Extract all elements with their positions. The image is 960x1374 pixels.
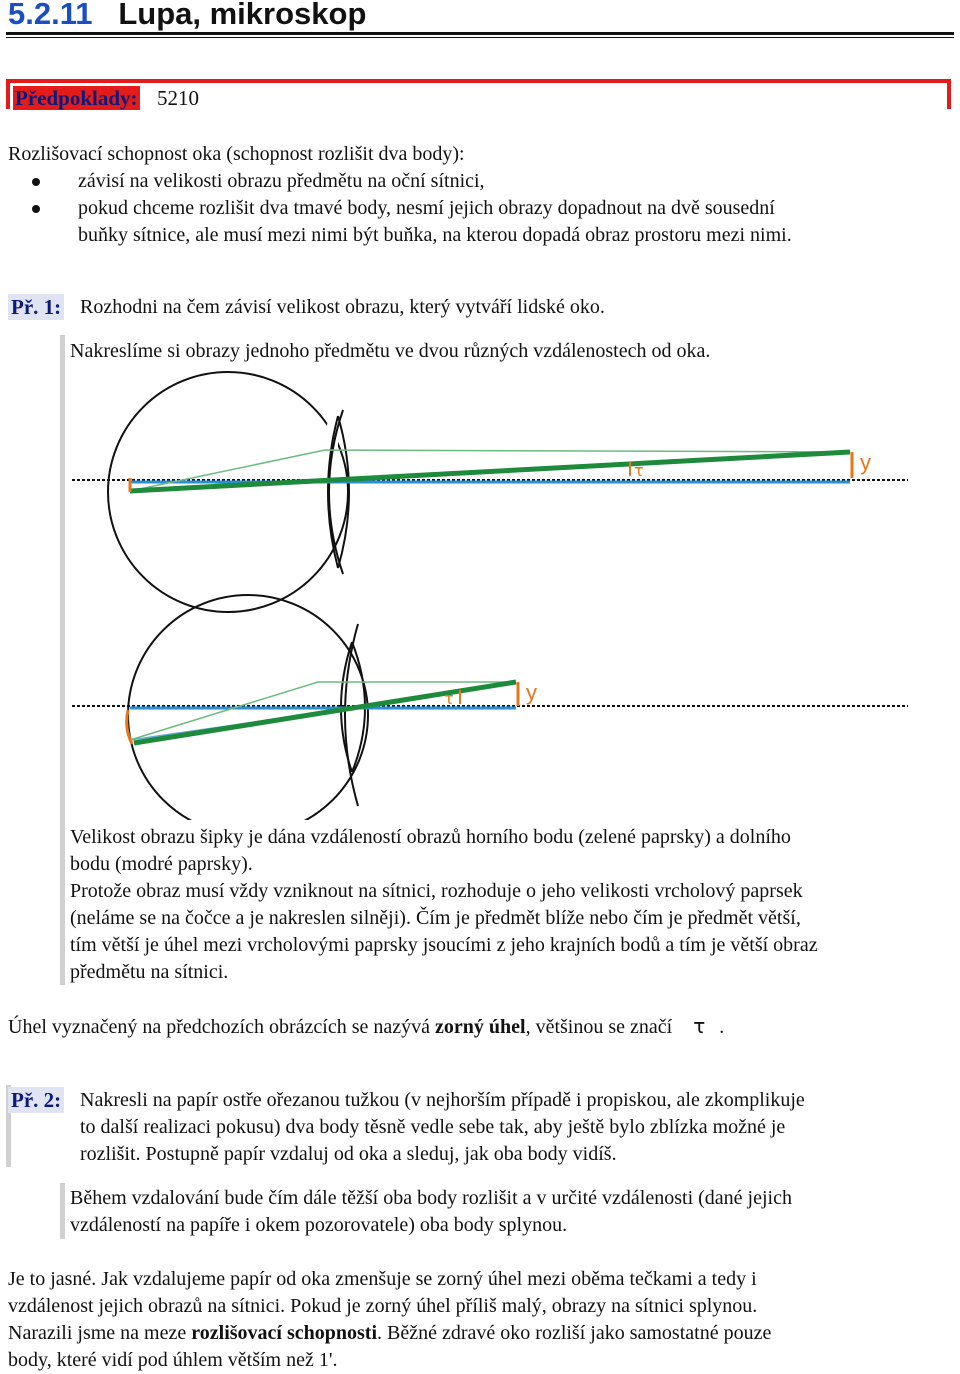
example-2-answer-1: Během vzdalování bude čím dále těžší oba body rozlišit a v určité vzdálenosti (dané jejich (70, 1187, 792, 1209)
answer-line-3: Protože obraz musí vždy vzniknout na sítnici, rozhoduje o jeho velikosti vrcholový paprsek (70, 880, 803, 902)
prereq-frame-top (6, 79, 951, 83)
eye-diagram (60, 360, 940, 820)
conclusion-line-3 (8, 1320, 771, 1347)
example-2-answer-2: vzdáleností na papíře i okem pozorovatele) oba body splynou. (70, 1214, 568, 1236)
section-title: Lupa, mikroskop (118, 0, 367, 31)
object-label: y (860, 450, 871, 475)
intro-bullet-2-cont: buňky sítnice, ale musí mezi nimi být buňka, na kterou dopadá obraz prostoru mezi nimi. (78, 224, 792, 246)
conclusion-term: rozlišovací schopnosti (191, 1322, 378, 1344)
prereq-frame-right (947, 79, 951, 109)
answer-bar-2 (60, 1183, 65, 1239)
angle-def-end: . (719, 1016, 725, 1038)
conclusion-line-1: Je to jasné. Jak vzdalujeme papír od oka zmenšuje se zorný úhel mezi oběma tečkami a tedy i (8, 1268, 757, 1290)
chief-ray (130, 452, 850, 491)
intro-lead: Rozlišovací schopnost oka (schopnost rozlišit dva body): (8, 143, 465, 165)
example-2-line-3: rozlišit. Postupně papír vzdaluj od oka a sleduj, jak oba body vidíš. (80, 1143, 617, 1165)
example-1-label: Př. 1: (8, 294, 64, 320)
prereq-frame-left (6, 79, 10, 109)
conclusion-post: . Běžné zdravé oko rozliší jako samostatné pouze (377, 1322, 772, 1344)
example-2-label: Př. 2: (8, 1087, 64, 1113)
eye-2 (72, 595, 908, 820)
conclusion-line-2: vzdálenost jejich obrazů na sítnici. Pokud je zorný úhel příliš malý, obrazy na sítnici splynou. (8, 1295, 758, 1317)
bullet-icon (32, 205, 40, 213)
angle-label: τ (444, 689, 454, 708)
title-rule (6, 32, 954, 35)
prereq-value: 5210 (157, 86, 199, 110)
example-2-line-1: Nakresli na papír ostře ořezanou tužkou (v nejhorším případě i propiskou, ale zkomplikuje (80, 1089, 805, 1111)
title-rule-thin (6, 37, 954, 38)
answer-line-2: bodu (modré paprsky). (70, 853, 253, 875)
eye-1 (72, 372, 908, 612)
bullet-icon (32, 178, 40, 186)
page-title (8, 0, 366, 32)
example-1-answer-intro: Nakreslíme si obrazy jednoho předmětu ve dvou různých vzdálenostech od oka. (70, 340, 711, 362)
answer-line-6: předmětu na sítnici. (70, 961, 229, 983)
answer-line-1: Velikost obrazu šipky je dána vzdáleností obrazů horního bodu (zelené paprsky) a dolního (70, 826, 791, 848)
intro-bullet-2: pokud chceme rozlišit dva tmavé body, nesmí jejich obrazy dopadnout na dvě sousední (78, 197, 775, 219)
answer-line-4: (neláme se na čočce a je nakreslen silněji). Čím je předmět blíže nebo čím je předmět větší, (70, 907, 801, 929)
chief-ray (134, 682, 516, 743)
section-number: 5.2.11 (8, 0, 93, 31)
example-1-question: Rozhodni na čem závisí velikost obrazu, který vytváří lidské oko. (80, 296, 605, 318)
object-label: y (526, 680, 537, 705)
angle-def-term: zorný úhel (435, 1016, 526, 1038)
answer-line-5: tím větší je úhel mezi vrcholovými paprsky jsoucími z jeho krajních bodů a tím je větší obraz (70, 934, 818, 956)
angle-def-post: , většinou se značí (525, 1016, 673, 1038)
intro-bullet-1: závisí na velikosti obrazu předmětu na oční sítnici, (78, 170, 485, 192)
example-2-line-2: to další realizaci pokusu) dva body těsně vedle sebe tak, aby ještě bylo zblízka možné je (80, 1116, 786, 1138)
angle-definition (8, 1013, 724, 1041)
conclusion-line-4: body, které vidí pod úhlem větším než 1'. (8, 1349, 338, 1371)
angle-label: τ (634, 461, 644, 480)
prereq-label: Předpoklady: (15, 86, 138, 110)
conclusion-pre: Narazili jsme na meze (8, 1322, 192, 1344)
angle-symbol: τ (693, 1014, 706, 1038)
angle-def-pre: Úhel vyznačený na předchozích obrázcích se nazývá (8, 1016, 436, 1038)
